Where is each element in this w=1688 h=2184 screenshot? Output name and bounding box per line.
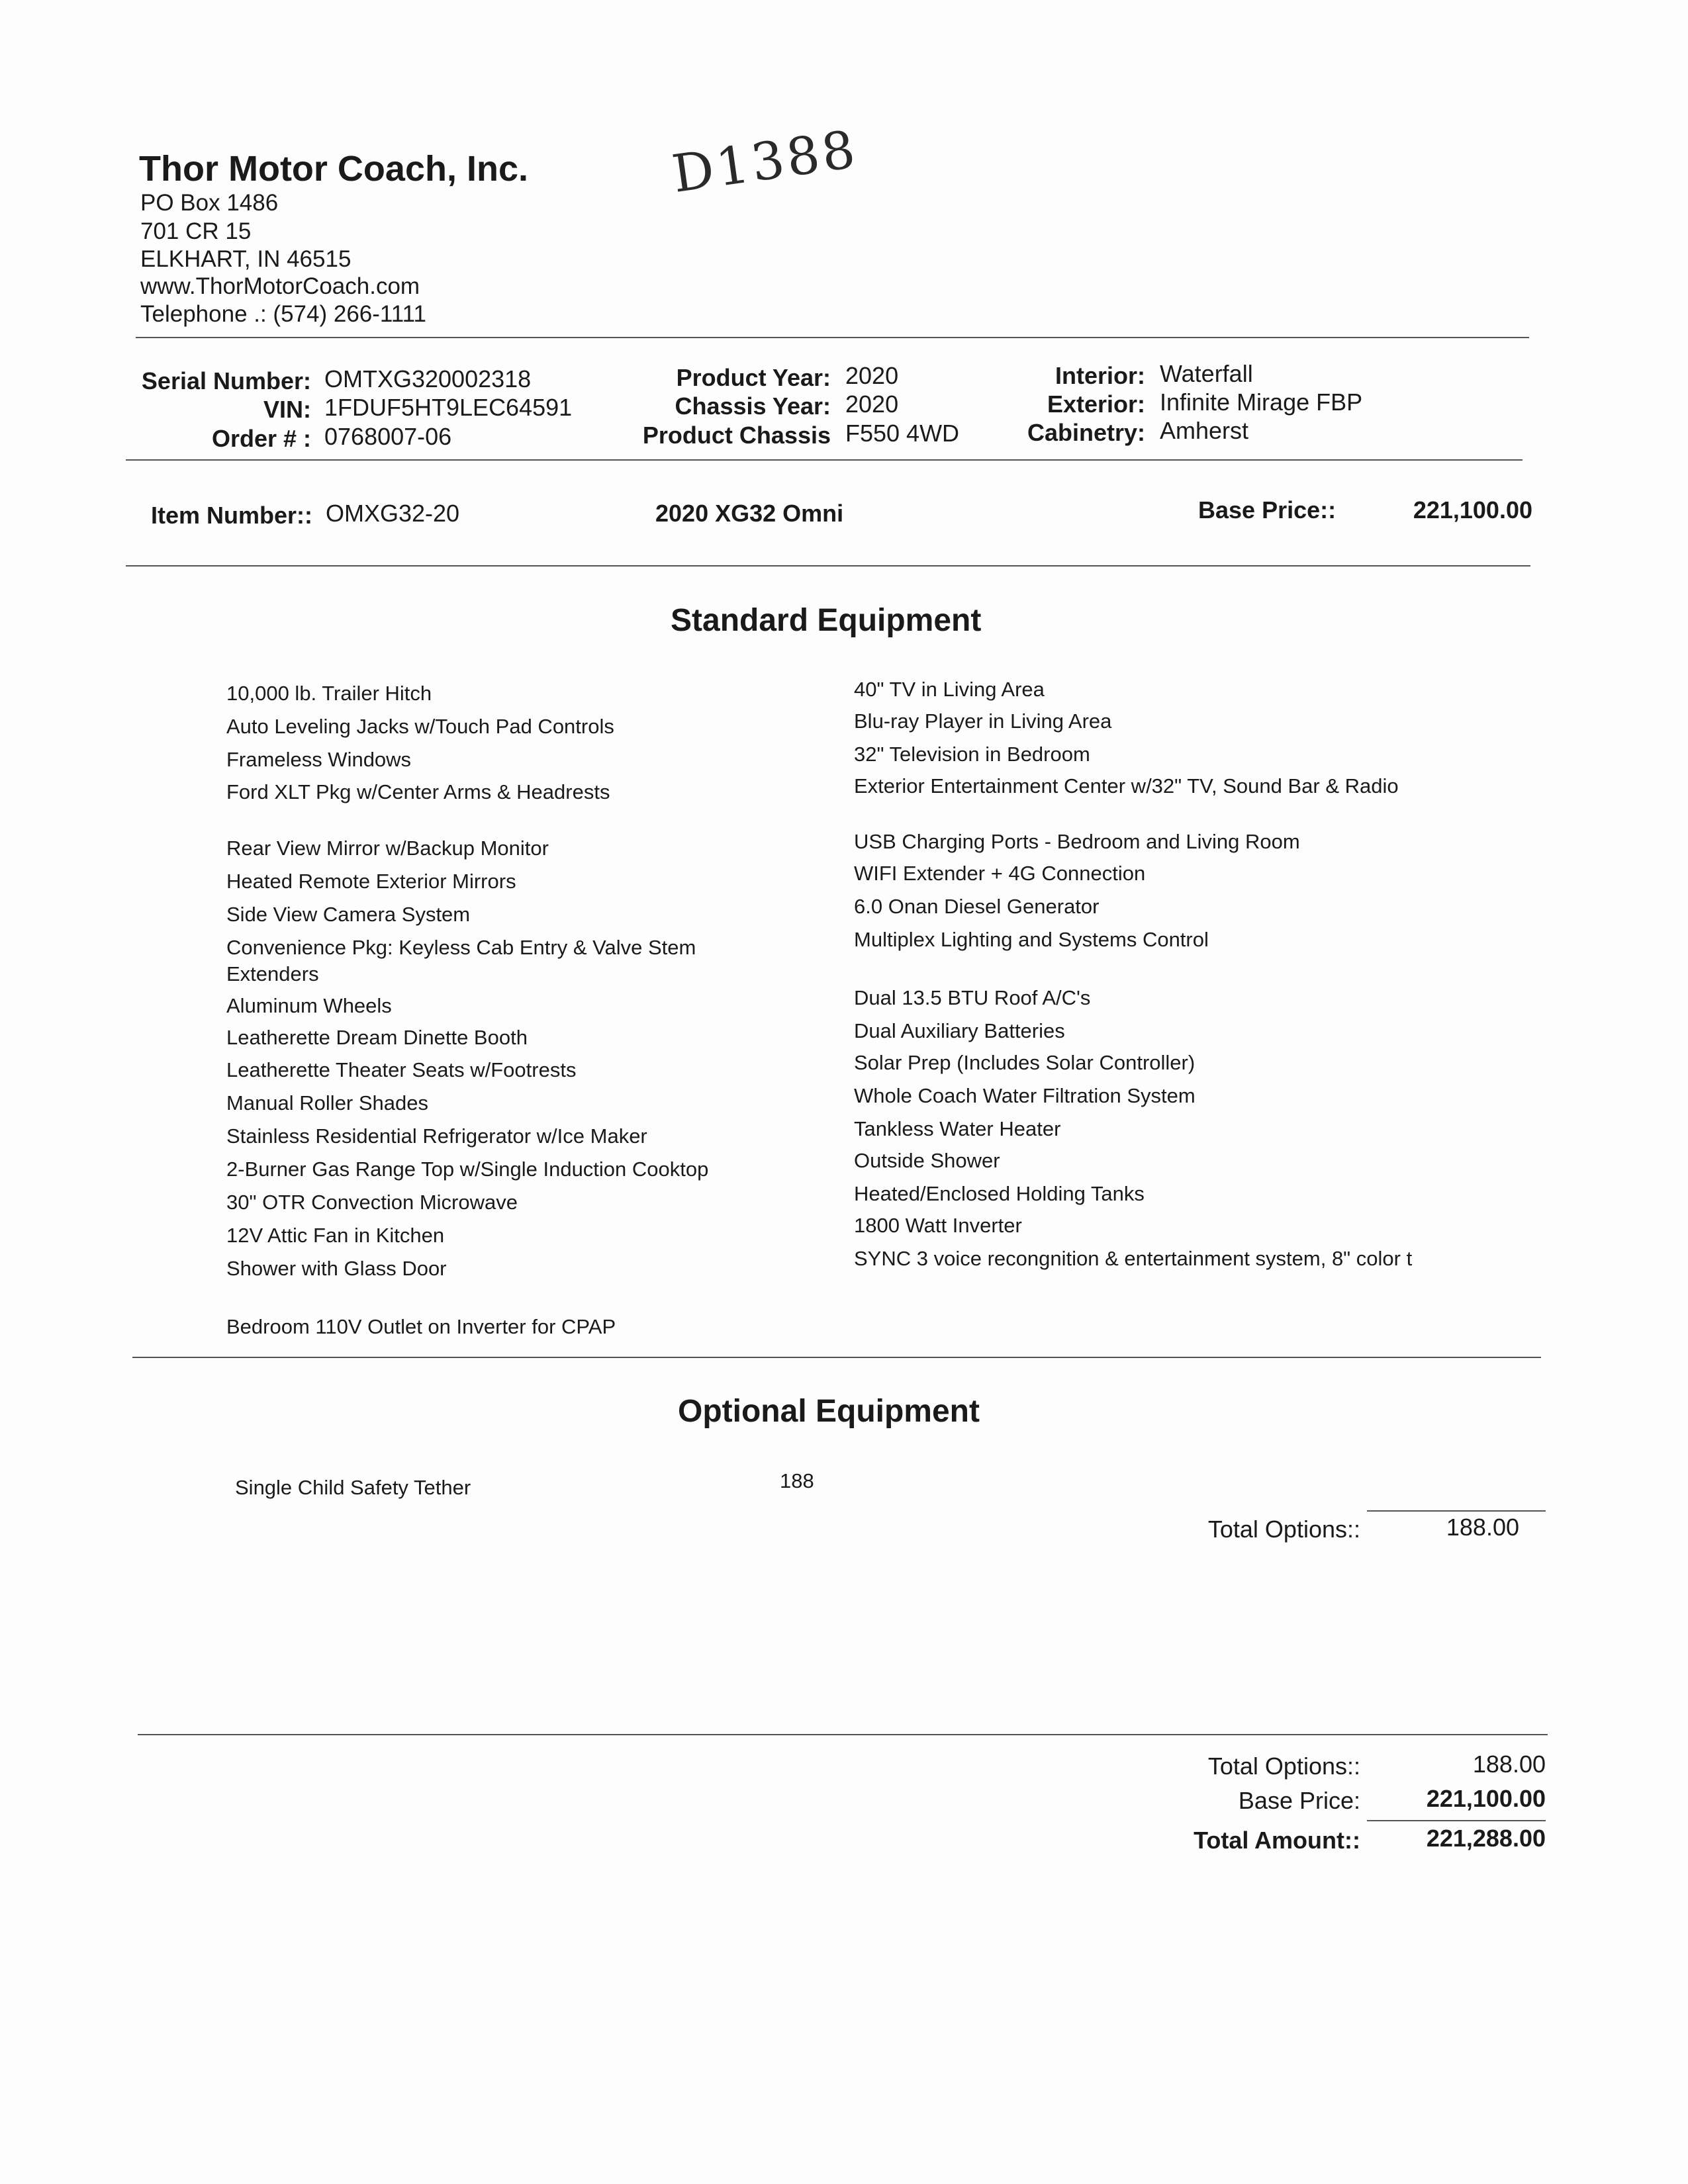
- divider: [136, 337, 1529, 338]
- equipment-item: Dual 13.5 BTU Roof A/C's: [854, 986, 1091, 1009]
- base-price-value: 221,100.00: [1413, 496, 1532, 523]
- company-website: www.ThorMotorCoach.com: [140, 273, 420, 299]
- equipment-item: Tankless Water Heater: [854, 1117, 1061, 1140]
- equipment-item: 2-Burner Gas Range Top w/Single Induction Cooktop: [226, 1158, 709, 1181]
- equipment-item: Ford XLT Pkg w/Center Arms & Headrests: [226, 780, 610, 803]
- equipment-item: Frameless Windows: [226, 748, 412, 771]
- equipment-item: Outside Shower: [854, 1149, 1000, 1172]
- equipment-item: Leatherette Theater Seats w/Footrests: [226, 1058, 577, 1081]
- company-name: Thor Motor Coach, Inc.: [139, 149, 528, 189]
- equipment-item: Side View Camera System: [226, 903, 471, 926]
- equipment-item: 6.0 Onan Diesel Generator: [854, 895, 1100, 918]
- company-telephone: Telephone .: (574) 266-1111: [140, 301, 426, 327]
- exterior-value: Infinite Mirage FBP: [1160, 388, 1363, 416]
- optional-total-label: Total Options::: [1207, 1516, 1360, 1543]
- divider: [132, 1357, 1541, 1358]
- summary-base-value: 221,100.00: [1426, 1785, 1546, 1812]
- equipment-item: Stainless Residential Refrigerator w/Ice Maker: [226, 1124, 647, 1148]
- summary-options-value: 188.00: [1472, 1751, 1546, 1778]
- company-street: 701 CR 15: [140, 218, 252, 244]
- cabinetry-label: Cabinetry:: [1027, 419, 1145, 446]
- equipment-item: USB Charging Ports - Bedroom and Living Room: [854, 830, 1300, 853]
- equipment-item: 1800 Watt Inverter: [854, 1214, 1022, 1237]
- equipment-item: 12V Attic Fan in Kitchen: [226, 1224, 445, 1247]
- equipment-item: Convenience Pkg: Keyless Cab Entry & Valve Stem Extenders: [226, 936, 696, 985]
- divider: [1367, 1510, 1546, 1512]
- exterior-label: Exterior:: [1047, 390, 1145, 418]
- summary-base-label: Base Price:: [1238, 1787, 1360, 1814]
- interior-value: Waterfall: [1160, 360, 1253, 387]
- standard-equipment-title: Standard Equipment: [671, 603, 982, 638]
- item-description: 2020 XG32 Omni: [655, 500, 844, 527]
- equipment-item: Leatherette Dream Dinette Booth: [226, 1026, 528, 1049]
- equipment-item: Multiplex Lighting and Systems Control: [854, 928, 1209, 951]
- summary-amount-label: Total Amount::: [1194, 1827, 1360, 1854]
- serial-label: Serial Number:: [141, 367, 311, 394]
- equipment-item: WIFI Extender + 4G Connection: [854, 862, 1146, 885]
- divider: [1367, 1820, 1546, 1821]
- equipment-item: Manual Roller Shades: [226, 1091, 429, 1115]
- equipment-item: 32" Television in Bedroom: [854, 743, 1090, 766]
- chassis-year-label: Chassis Year:: [675, 392, 831, 420]
- handwritten-note: D1388: [669, 119, 861, 205]
- order-value: 0768007-06: [324, 423, 452, 450]
- optional-item-name: Single Child Safety Tether: [235, 1476, 471, 1499]
- summary-amount-value: 221,288.00: [1426, 1825, 1546, 1852]
- company-city: ELKHART, IN 46515: [140, 246, 352, 272]
- product-year-label: Product Year:: [676, 364, 831, 391]
- vin-label: VIN:: [263, 396, 311, 423]
- product-chassis-label: Product Chassis: [642, 422, 831, 449]
- equipment-item: Auto Leveling Jacks w/Touch Pad Controls: [226, 715, 614, 738]
- product-chassis-value: F550 4WD: [845, 420, 960, 447]
- interior-label: Interior:: [1055, 362, 1145, 389]
- divider: [138, 1734, 1548, 1735]
- equipment-item: Whole Coach Water Filtration System: [854, 1084, 1196, 1107]
- product-year-value: 2020: [845, 362, 899, 389]
- equipment-item: 40" TV in Living Area: [854, 678, 1045, 701]
- serial-value: OMTXG320002318: [324, 365, 532, 392]
- company-po-box: PO Box 1486: [140, 190, 279, 216]
- equipment-item: Blu-ray Player in Living Area: [854, 709, 1112, 733]
- optional-equipment-title: Optional Equipment: [678, 1394, 980, 1429]
- equipment-item: Heated Remote Exterior Mirrors: [226, 870, 516, 893]
- equipment-item: Heated/Enclosed Holding Tanks: [854, 1182, 1145, 1205]
- optional-total-value: 188.00: [1446, 1514, 1519, 1541]
- equipment-item: Exterior Entertainment Center w/32" TV, Sound Bar & Radio: [854, 774, 1399, 797]
- summary-options-label: Total Options::: [1207, 1752, 1360, 1780]
- optional-item-price: 188: [780, 1469, 814, 1492]
- divider: [126, 459, 1523, 461]
- equipment-item: 30" OTR Convection Microwave: [226, 1191, 518, 1214]
- item-number-value: OMXG32-20: [326, 500, 460, 527]
- divider: [126, 565, 1530, 567]
- equipment-item: Aluminum Wheels: [226, 994, 392, 1017]
- equipment-item: Dual Auxiliary Batteries: [854, 1019, 1065, 1042]
- equipment-item: SYNC 3 voice recongnition & entertainment system, 8" color t: [854, 1247, 1413, 1270]
- vin-value: 1FDUF5HT9LEC64591: [324, 394, 573, 421]
- equipment-item: 10,000 lb. Trailer Hitch: [226, 682, 432, 705]
- order-label: Order # :: [211, 425, 311, 452]
- equipment-item: Shower with Glass Door: [226, 1257, 447, 1280]
- equipment-item: Rear View Mirror w/Backup Monitor: [226, 837, 549, 860]
- equipment-item: Solar Prep (Includes Solar Controller): [854, 1051, 1196, 1074]
- chassis-year-value: 2020: [845, 390, 899, 418]
- item-number-label: Item Number::: [151, 502, 313, 529]
- cabinetry-value: Amherst: [1160, 417, 1249, 444]
- base-price-label: Base Price::: [1198, 496, 1336, 523]
- equipment-item: Bedroom 110V Outlet on Inverter for CPAP: [226, 1315, 616, 1338]
